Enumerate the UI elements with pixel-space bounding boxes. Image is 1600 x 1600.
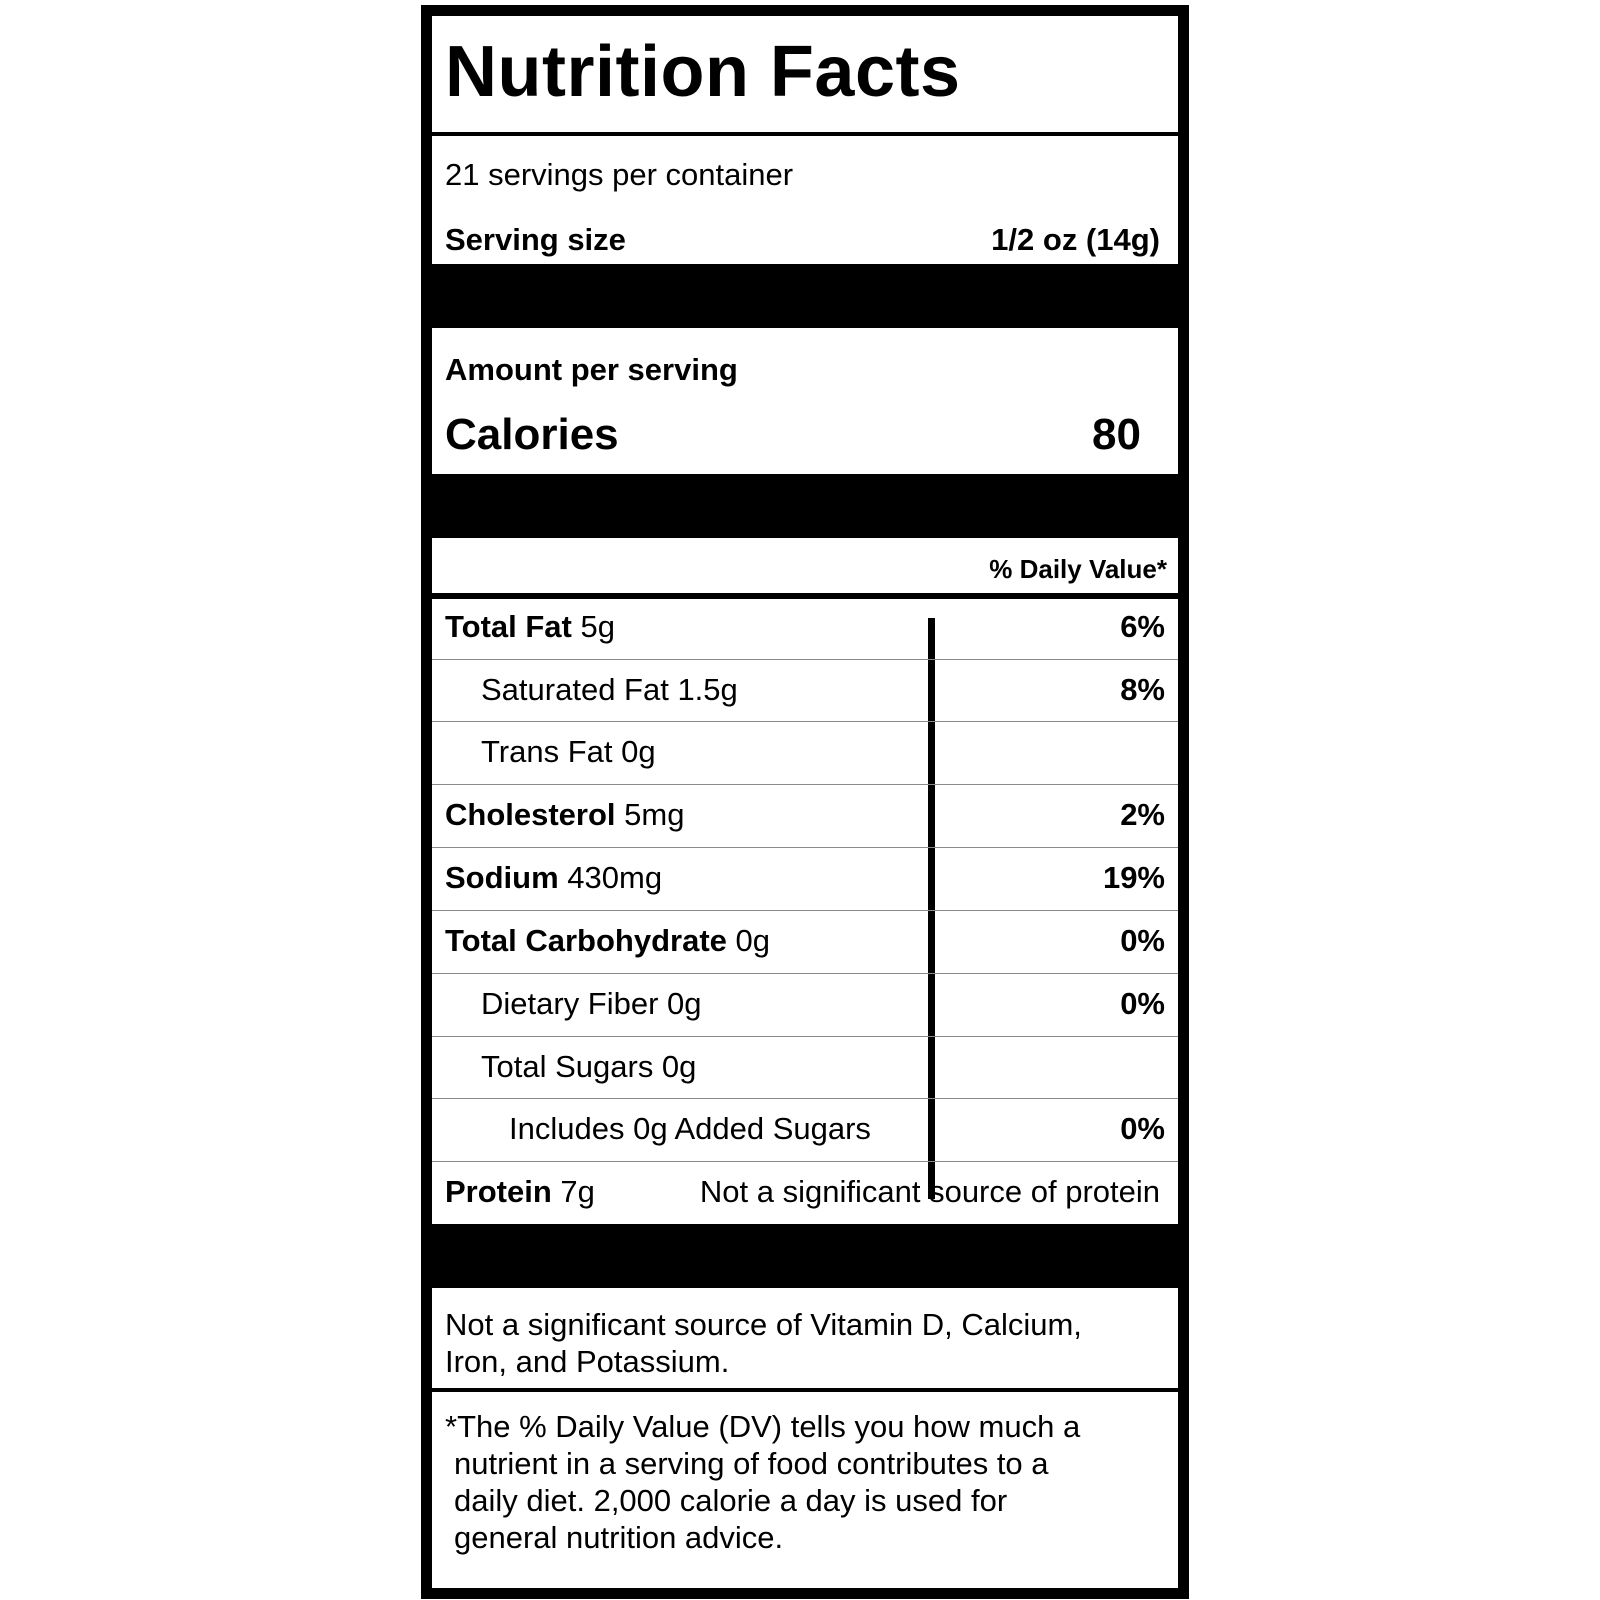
nutrient-total-sugars: Total Sugars 0g [481, 1049, 697, 1084]
calories-label: Calories [445, 410, 619, 459]
calories-value: 80 [1092, 410, 1141, 459]
thick-divider-3 [432, 1224, 1178, 1288]
footnote-line: general nutrition advice. [454, 1520, 784, 1555]
label-title: Nutrition Facts [445, 32, 961, 112]
nutrient-amount: 5g [580, 609, 615, 644]
row-divider [432, 784, 1178, 785]
footnote-line: daily diet. 2,000 calorie a day is used for [454, 1483, 1008, 1518]
vitamins-note [445, 1306, 1082, 1380]
servings-per-container: 21 servings per container [445, 157, 794, 192]
nutrient-saturated-fat: Saturated Fat 1.5g [481, 672, 738, 707]
column-separator [928, 618, 935, 1199]
dv-cholesterol: 2% [1120, 797, 1165, 832]
footnote-line: nutrient in a serving of food contributes to a [454, 1446, 1049, 1481]
daily-value-header: % Daily Value* [989, 554, 1167, 584]
nutrient-amount: 430mg [567, 860, 663, 895]
footnote-line: *The % Daily Value (DV) tells you how much a [445, 1409, 1081, 1444]
serving-size-label: Serving size [445, 222, 626, 257]
nutrient-amount: 0g [735, 923, 771, 958]
daily-value-footnote [445, 1408, 1080, 1556]
nutrient-name: Sodium [445, 860, 559, 895]
dv-sodium: 19% [1102, 860, 1165, 895]
row-divider [432, 1036, 1178, 1037]
nutrient-amount: 7g [560, 1174, 595, 1209]
row-divider [432, 973, 1178, 974]
dv-total-fat: 6% [1120, 609, 1165, 644]
serving-size-value: 1/2 oz (14g) [991, 222, 1160, 257]
footnote-divider [432, 1388, 1178, 1392]
thick-divider-2 [432, 474, 1178, 538]
vitamins-note-line: Iron, and Potassium. [445, 1344, 730, 1379]
row-divider [432, 910, 1178, 911]
dv-total-carbohydrate: 0% [1120, 923, 1165, 958]
title-divider [432, 132, 1178, 136]
row-divider [432, 847, 1178, 848]
row-divider [432, 1098, 1178, 1099]
nutrient-amount: 5mg [624, 797, 685, 832]
row-divider [432, 721, 1178, 722]
nutrient-sodium [445, 862, 662, 893]
nutrient-total-carbohydrate [445, 925, 770, 956]
thick-divider-1 [432, 264, 1178, 328]
row-divider [432, 659, 1178, 660]
dv-added-sugars: 0% [1120, 1111, 1165, 1146]
nutrition-label [421, 5, 1189, 1599]
nutrient-name: Total Carbohydrate [445, 923, 727, 958]
dv-dietary-fiber: 0% [1120, 986, 1165, 1021]
nutrient-protein [445, 1176, 595, 1207]
nutrient-name: Protein [445, 1174, 552, 1209]
nutrient-name: Total Fat [445, 609, 572, 644]
nutrient-added-sugars: Includes 0g Added Sugars [509, 1111, 871, 1146]
amount-per-serving-heading: Amount per serving [445, 352, 738, 387]
nutrient-cholesterol [445, 799, 684, 830]
nutrient-dietary-fiber: Dietary Fiber 0g [481, 986, 702, 1021]
dv-saturated-fat: 8% [1120, 672, 1165, 707]
vitamins-note-line: Not a significant source of Vitamin D, Calcium, [445, 1307, 1082, 1342]
nutrient-total-fat [445, 611, 615, 642]
nutrient-name: Cholesterol [445, 797, 616, 832]
nutrient-trans-fat: Trans Fat 0g [481, 734, 656, 769]
daily-value-divider [432, 593, 1178, 599]
protein-note: Not a significant source of protein [699, 1174, 1160, 1209]
row-divider [432, 1161, 1178, 1162]
